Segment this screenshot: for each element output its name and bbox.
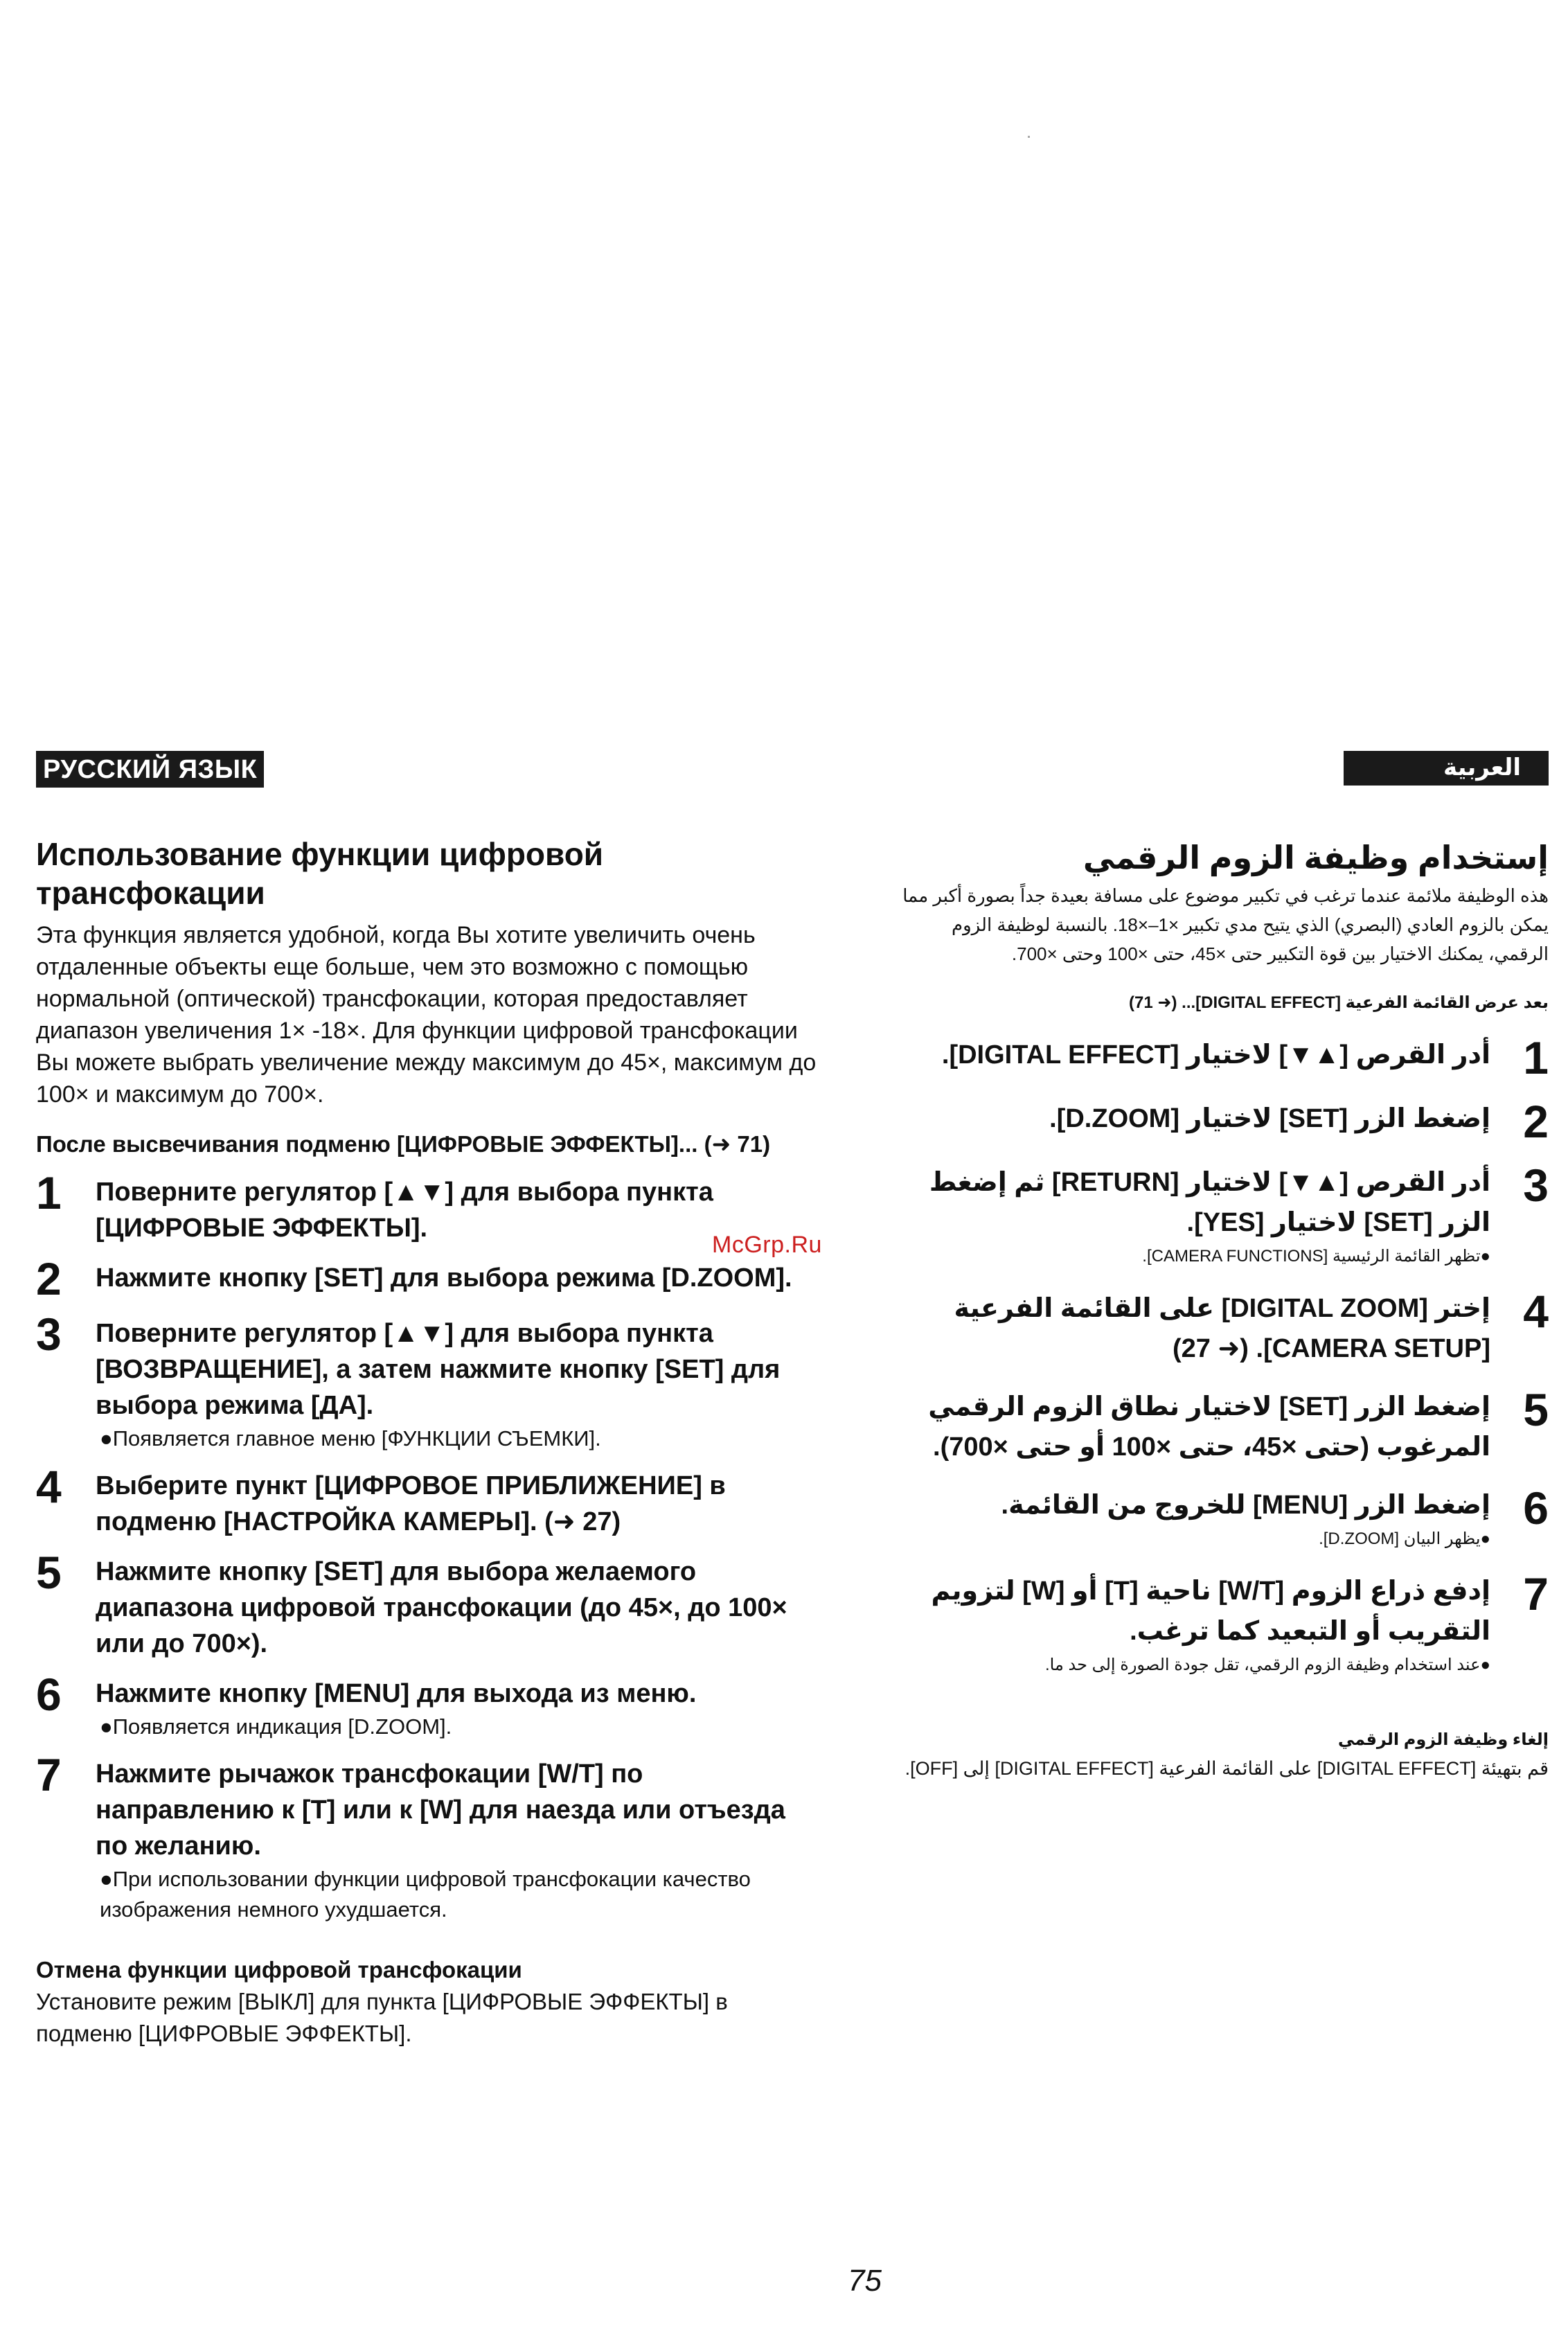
step-note: ●يظهر البيان [D.ZOOM]. bbox=[1319, 1529, 1490, 1548]
step-note: ●Появляется главное меню [ФУНКЦИИ СЪЕМКИ]. bbox=[100, 1426, 601, 1451]
step-number: 7 bbox=[36, 1749, 62, 1800]
arabic-step-4 bbox=[900, 1288, 1549, 1369]
watermark-link[interactable]: McGrp.Ru bbox=[712, 1232, 822, 1258]
russian-step-6 bbox=[36, 1671, 819, 1742]
step-text: Нажмите кнопку [SET] для выбора желаемого диапазона цифровой трансфокации (до 45×, до 100× или до 700×). bbox=[96, 1557, 787, 1658]
step-number: 4 bbox=[36, 1461, 62, 1512]
step-number: 2 bbox=[36, 1253, 62, 1304]
step-text: Поверните регулятор [▲▼] для выбора пункта [ВОЗВРАЩЕНИЕ], а затем нажмите кнопку [SET] для выбора режима [ДА]. bbox=[96, 1319, 781, 1420]
russian-step-4 bbox=[36, 1461, 819, 1540]
step-text: Нажмите кнопку [MENU] для выхода из меню. bbox=[96, 1679, 697, 1708]
step-number: 5 bbox=[1523, 1384, 1549, 1435]
step-text: إختر [DIGITAL ZOOM] على القائمة الفرعية [CAMERA SETUP]. (➜ 27) bbox=[954, 1294, 1490, 1363]
step-text: Выберите пункт [ЦИФРОВОЕ ПРИБЛИЖЕНИЕ] в подменю [НАСТРОЙКА КАМЕРЫ]. (➜ 27) bbox=[96, 1471, 726, 1536]
step-note: ●تظهر القائمة الرئيسية [CAMERA FUNCTIONS]. bbox=[1142, 1247, 1490, 1266]
russian-cancel-text: Установите режим [ВЫКЛ] для пункта [ЦИФРОВЫЕ ЭФФЕКТЫ] в подменю [ЦИФРОВЫЕ ЭФФЕКТЫ]. bbox=[36, 1989, 728, 2046]
scan-speck bbox=[1028, 136, 1030, 138]
russian-cancel-title: Отмена функции цифровой трансфокации bbox=[36, 1957, 522, 1982]
arabic-step-1 bbox=[900, 1032, 1549, 1083]
step-number: 3 bbox=[36, 1309, 62, 1360]
step-note: ●عند استخدام وظيفة الزوم الرقمي، تقل جودة الصورة إلى حد ما. bbox=[1044, 1656, 1490, 1674]
step-text: إدفع ذراع الزوم [W/T] ناحية [T] أو [W] لتزويم التقريب أو التبعيد كما ترغب. bbox=[931, 1577, 1490, 1646]
russian-language-tab: РУССКИЙ ЯЗЫК bbox=[36, 751, 264, 788]
arabic-step-2 bbox=[900, 1096, 1549, 1147]
arabic-cancel-text: قم بتهيئة [DIGITAL EFFECT] على القائمة الفرعية [DIGITAL EFFECT] إلى [OFF]. bbox=[905, 1758, 1549, 1779]
step-text: أدر القرص [▲▼] لاختيار [RETURN] ثم إضغط الزر [SET] لاختيار [YES]. bbox=[929, 1168, 1490, 1237]
page-number: 75 bbox=[848, 2264, 882, 2298]
step-text: أدر القرص [▲▼] لاختيار [DIGITAL EFFECT]. bbox=[941, 1040, 1490, 1070]
arabic-submenu-note: بعد عرض القائمة الفرعية [DIGITAL EFFECT]... (➜ 71) bbox=[1129, 993, 1549, 1012]
arabic-step-6 bbox=[900, 1482, 1549, 1553]
russian-title: Использование функции цифровой трансфокации bbox=[36, 836, 604, 911]
step-number: 4 bbox=[1523, 1286, 1549, 1337]
russian-step-2 bbox=[36, 1253, 819, 1304]
step-text: Нажмите рычажок трансфокации [W/T] по направлению к [T] или к [W] для наезда или отъезда по желанию. bbox=[96, 1759, 785, 1861]
step-number: 6 bbox=[36, 1669, 62, 1720]
russian-step-5 bbox=[36, 1547, 819, 1662]
russian-step-7 bbox=[36, 1749, 819, 1925]
arabic-step-3 bbox=[900, 1162, 1549, 1270]
step-text: إضغط الزر [SET] لاختيار نطاق الزوم الرقمي المرغوب (حتى ×45، حتى ×100 أو حتى ×700). bbox=[928, 1392, 1490, 1462]
arabic-intro: هذه الوظيفة ملائمة عندما ترغب في تكبير موضوع على مسافة بعيدة جداً بصورة أكبر مما يمكن بالزوم العادي (البصري) الذي يتيح مدي تكبير ×1–×18. بالنسبة لوظيفة الزوم الرقمي، يمكنك الاختيار بين قوة التكبير حتى ×45، حتى ×100 وحتى ×700. bbox=[902, 885, 1549, 964]
arabic-step-7 bbox=[900, 1568, 1549, 1679]
russian-intro: Эта функция является удобной, когда Вы хотите увеличить очень отдаленные объекты еще больше, чем это возможно с помощью нормальной (оптической) трансфокации, которая предоставляет диапазон увеличения 1× -18×. Для функции цифровой трансфокации Вы можете выбрать увеличение между максимум до 45×, максимум до 100× и максимум до 700×. bbox=[36, 922, 817, 1108]
step-number: 3 bbox=[1523, 1160, 1549, 1211]
step-number: 1 bbox=[36, 1167, 62, 1218]
step-number: 2 bbox=[1523, 1096, 1549, 1147]
arabic-title: إستخدام وظيفة الزوم الرقمي bbox=[1083, 840, 1549, 876]
arabic-cancel-title: إلغاء وظيفة الزوم الرقمي bbox=[1337, 1730, 1549, 1749]
russian-step-3 bbox=[36, 1311, 819, 1454]
step-number: 1 bbox=[1523, 1032, 1549, 1083]
step-text: Нажмите кнопку [SET] для выбора режима [D.ZOOM]. bbox=[96, 1263, 792, 1293]
step-note: ●При использовании функции цифровой трансфокации качество изображения немного ухудшается. bbox=[100, 1867, 751, 1922]
arabic-column bbox=[900, 751, 1549, 1783]
step-number: 7 bbox=[1523, 1568, 1549, 1620]
russian-submenu-note: После высвечивания подменю [ЦИФРОВЫЕ ЭФФЕКТЫ]... (➜ 71) bbox=[36, 1131, 771, 1157]
step-note: ●Появляется индикация [D.ZOOM]. bbox=[100, 1714, 452, 1739]
step-text: إضغط الزر [MENU] للخروج من القائمة. bbox=[1001, 1491, 1490, 1520]
russian-column bbox=[36, 751, 819, 2050]
arabic-step-5 bbox=[900, 1384, 1549, 1467]
step-text: إضغط الزر [SET] لاختيار [D.ZOOM]. bbox=[1049, 1104, 1490, 1133]
step-number: 6 bbox=[1523, 1482, 1549, 1534]
russian-step-1 bbox=[36, 1167, 819, 1246]
arabic-language-tab: العربية bbox=[1344, 751, 1549, 786]
step-text: Поверните регулятор [▲▼] для выбора пункта [ЦИФРОВЫЕ ЭФФЕКТЫ]. bbox=[96, 1178, 713, 1243]
step-number: 5 bbox=[36, 1547, 62, 1598]
